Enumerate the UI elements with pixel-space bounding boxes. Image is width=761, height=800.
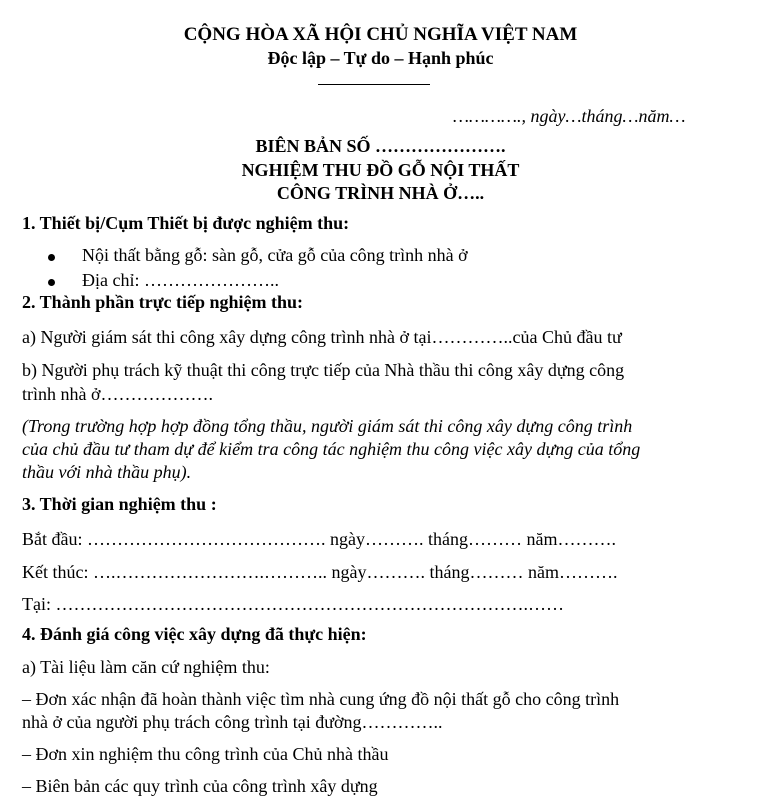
section-4-dash-1-line-1: – Đơn xác nhận đã hoàn thành việc tìm nhà cung ứng đồ nội thất gỗ cho công trình (22, 689, 620, 709)
section-1-bullet-1: Nội thất bằng gỗ: sàn gỗ, cửa gỗ của công trình nhà ở (82, 245, 468, 265)
date-line: …………., ngày…tháng…năm… (453, 106, 686, 126)
section-2-heading: 2. Thành phần trực tiếp nghiệm thu: (22, 292, 304, 312)
motto-underline (318, 84, 430, 85)
section-1-bullet-2: Địa chỉ: ………………….. (82, 270, 279, 290)
country-name: CỘNG HÒA XÃ HỘI CHỦ NGHĨA VIỆT NAM (183, 24, 578, 45)
section-2-item-b-line-2: trình nhà ở………………. (22, 384, 214, 404)
national-motto: Độc lập – Tự do – Hạnh phúc (267, 48, 494, 68)
project-title: CÔNG TRÌNH NHÀ Ở….. (276, 183, 485, 203)
end-time-field: Kết thúc: ….…………………….……….. ngày………. tháng……… năm………. (22, 562, 618, 582)
section-2-note-line-1: (Trong trường hợp hợp đồng tổng thầu, người giám sát thi công xây dựng công trình (22, 416, 633, 436)
section-2-item-b-line-1: b) Người phụ trách kỹ thuật thi công trực tiếp của Nhà thầu thi công xây dựng công (22, 360, 625, 380)
section-2-note-line-2: của chủ đầu tư tham dự để kiểm tra công tác nghiệm thu công việc xây dựng của tổng (22, 439, 641, 459)
bullet-dot (48, 254, 55, 261)
record-number: BIÊN BẢN SỐ …………………. (255, 136, 506, 156)
section-4-dash-2: – Đơn xin nghiệm thu công trình của Chủ nhà thầu (22, 744, 389, 764)
section-1-heading: 1. Thiết bị/Cụm Thiết bị được nghiệm thu: (22, 213, 350, 233)
section-4-dash-3: – Biên bản các quy trình của công trình xây dựng (22, 776, 378, 796)
section-4-heading: 4. Đánh giá công việc xây dựng đã thực hiện: (22, 624, 367, 644)
bullet-dot (48, 279, 55, 286)
document-title: NGHIỆM THU ĐỒ GỖ NỘI THẤT (241, 160, 520, 180)
section-4-dash-1-line-2: nhà ở của người phụ trách công trình tại đường………….. (22, 712, 443, 732)
section-2-item-a: a) Người giám sát thi công xây dựng công trình nhà ở tại…………..của Chủ đầu tư (22, 327, 622, 347)
start-time-field: Bắt đầu: …………………………………. ngày………. tháng……… năm………. (22, 529, 616, 549)
place-field: Tại: …………………………………………………………………….…… (22, 594, 564, 614)
section-3-heading: 3. Thời gian nghiệm thu : (22, 494, 217, 514)
section-4-item-a: a) Tài liệu làm căn cứ nghiệm thu: (22, 657, 270, 677)
section-2-note-line-3: thầu với nhà thầu phụ). (22, 462, 192, 482)
